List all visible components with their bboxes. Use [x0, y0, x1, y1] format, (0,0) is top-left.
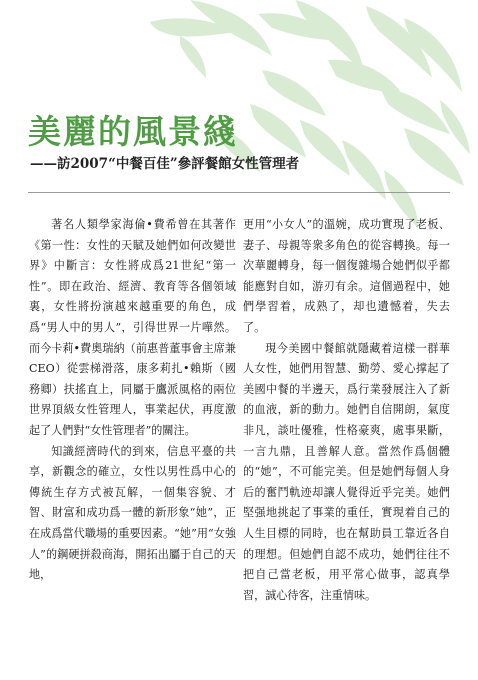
paragraph-continued: 更用“小女人”的溫婉，成功實現了老板、妻子、母親等衆多角色的從容轉換。每一次華麗轉身，每一個復雜場合她們似乎都能應對自如，游刃有余。這個過程中，她們學習着，成熟了，却也遺憾着，失去了。 [243, 218, 450, 334]
title-divider [28, 192, 450, 193]
paragraph: 知識經濟時代的到來，信息平臺的共享，新觀念的確立，女性以男性爲中心的傳統生存方式被瓦解，一個集容貌、才智、財富和成功爲一體的新形象“她”，正在成爲當代職場的重要因素。“她”用“女強人”的鋼硬拼殺商海，開拓出屬于自己的天地， [29, 444, 236, 582]
right-column [243, 215, 450, 606]
article-subtitle: ——訪2007“中餐百佳”參評餐館女性管理者 [30, 156, 300, 172]
paragraph: 現今美國中餐館就隱藏着這樣一群華人女性，她們用智慧、勤勞、愛心撑起了美國中餐的半邊天，爲行業發展注入了新的血液，新的動力。她們自信開朗，氣度非凡，談吐優雅，性格豪爽，處事果斷，一言九鼎，且善解人意。當然作爲個體的“她”，不可能完美。但是她們每個人身后的奮鬥軌迹却讓人覺得近乎完美。她們堅强地挑起了事業的重任，實現着自己的人生目標的同時，也在幫助員工靠近各自的理想。但她們自認不成功，她們往往不把自己當老板，用平常心做事，認真學習，誠心待客，注重情味。 [243, 341, 450, 602]
article-title: 美麗的風景綫 [28, 112, 238, 151]
paragraph: 著名人類學家海倫•費希曾在其著作《第一性：女性的天賦及她們如何改變世界》中斷言：女性將成爲21世紀“第一性”。即在政治、經濟、教育等各個領域裏，女性將扮演越來越重要的角色，成爲“男人中的男人”，引得世界一片嘩然。而今卡莉•費奧瑞納（前惠普董事會主席兼CEO）從雲梯滑落，康多莉扎•賴斯（國務卿）扶搖直上，同屬于鷹派風格的兩位世界頂級女性管理人，事業起伏，再度激起了人們對“女性管理者”的關注。 [29, 218, 236, 437]
left-column [29, 215, 236, 586]
